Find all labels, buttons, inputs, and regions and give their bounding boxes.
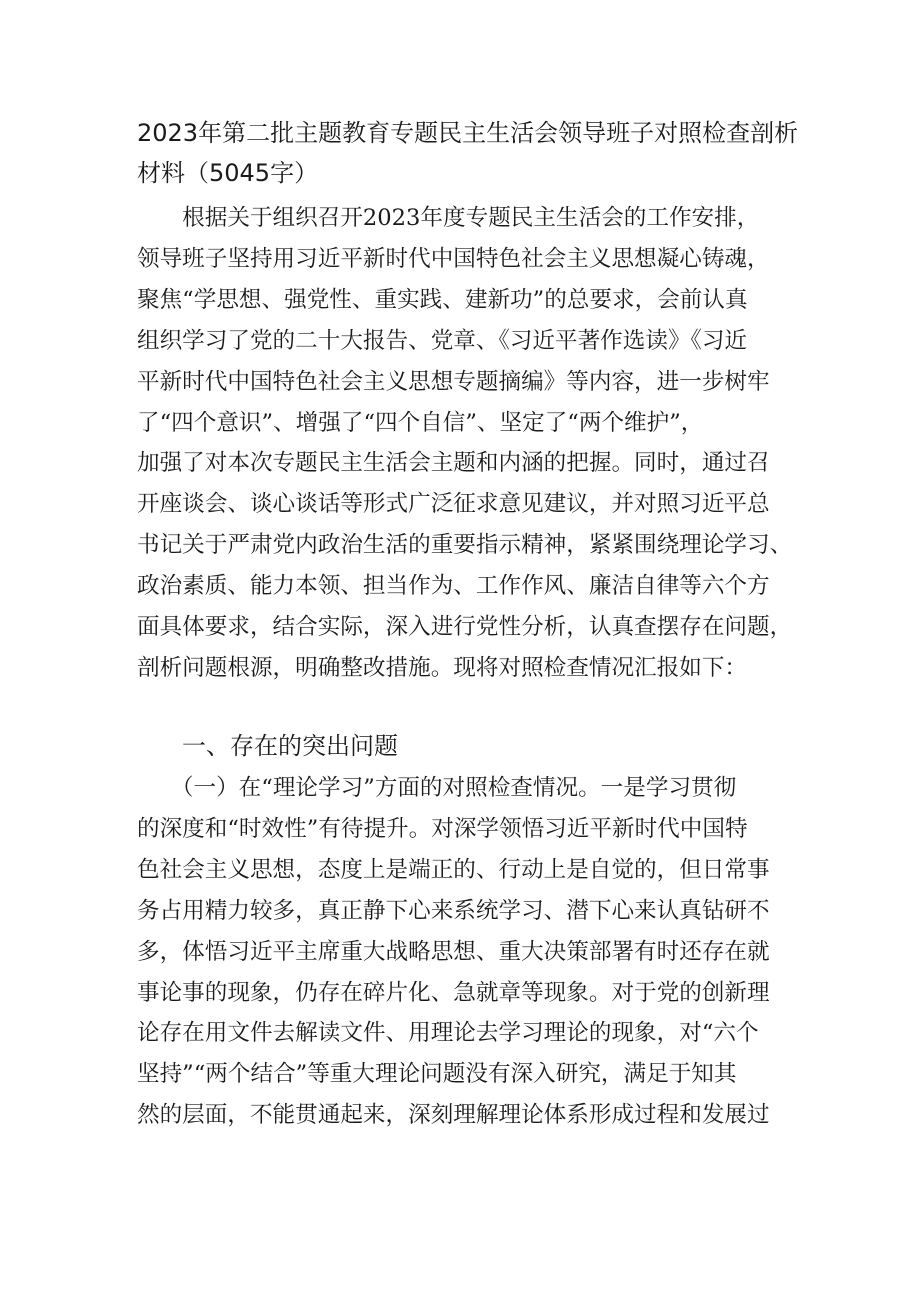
section-paragraph bbox=[137, 768, 770, 1136]
title-line-2: 材料（5045字） bbox=[137, 159, 319, 187]
intro-line: 面具体要求，结合实际，深入进行党性分析，认真查摆存在问题， bbox=[137, 614, 793, 641]
section-line: 的深度和“时效性”有待提升。对深学领悟习近平新时代中国特 bbox=[137, 815, 748, 842]
intro-paragraph bbox=[137, 198, 792, 689]
intro-line: 政治素质、能力本领、担当作为、工作作风、廉洁自律等六个方 bbox=[137, 573, 770, 600]
intro-line: 平新时代中国特色社会主义思想专题摘编》等内容，进一步树牢 bbox=[137, 368, 770, 395]
document-title bbox=[137, 113, 817, 193]
section-line: 多，体悟习近平主席重大战略思想、重大决策部署有时还存在就 bbox=[137, 938, 770, 965]
intro-line: 加强了对本次专题民主生活会主题和内涵的把握。同时，通过召 bbox=[137, 450, 770, 477]
section-line: 论存在用文件去解读文件、用理论去学习理论的现象，对“六个 bbox=[137, 1020, 759, 1047]
intro-line: 剖析问题根源，明确整改措施。现将对照检查情况汇报如下： bbox=[137, 654, 748, 681]
section-heading: 一、存在的突出问题 bbox=[182, 732, 398, 760]
section-line: 事论事的现象，仍存在碎片化、急就章等现象。对于党的创新理 bbox=[137, 979, 770, 1006]
intro-line: 组织学习了党的二十大报告、党章、《习近平著作选读》《习近 bbox=[137, 327, 748, 354]
intro-line: 领导班子坚持用习近平新时代中国特色社会主义思想凝心铸魂， bbox=[137, 245, 770, 272]
section-line: （一）在“理论学习”方面的对照检查情况。一是学习贯彻 bbox=[137, 775, 737, 801]
section-line: 然的层面，不能贯通起来，深刻理解理论体系形成过程和发展过 bbox=[137, 1102, 770, 1129]
intro-line: 根据关于组织召开2023年度专题民主生活会的工作安排， bbox=[137, 205, 760, 231]
section-line: 坚持”“两个结合”等重大理论问题没有深入研究，满足于知其 bbox=[137, 1061, 737, 1088]
intro-line: 书记关于严肃党内政治生活的重要指示精神，紧紧围绕理论学习、 bbox=[137, 532, 793, 559]
title-line-1: 2023年第二批主题教育专题民主生活会领导班子对照检查剖析 bbox=[137, 119, 799, 147]
section-line: 务占用精力较多，真正静下心来系统学习、潜下心来认真钻研不 bbox=[137, 897, 770, 924]
section-line: 色社会主义思想，态度上是端正的、行动上是自觉的，但日常事 bbox=[137, 856, 770, 883]
intro-line: 了“四个意识”、增强了“四个自信”、坚定了“两个维护”， bbox=[137, 409, 704, 436]
intro-line: 开座谈会、谈心谈话等形式广泛征求意见建议，并对照习近平总 bbox=[137, 491, 770, 518]
intro-line: 聚焦“学思想、强党性、重实践、建新功”的总要求，会前认真 bbox=[137, 286, 748, 313]
